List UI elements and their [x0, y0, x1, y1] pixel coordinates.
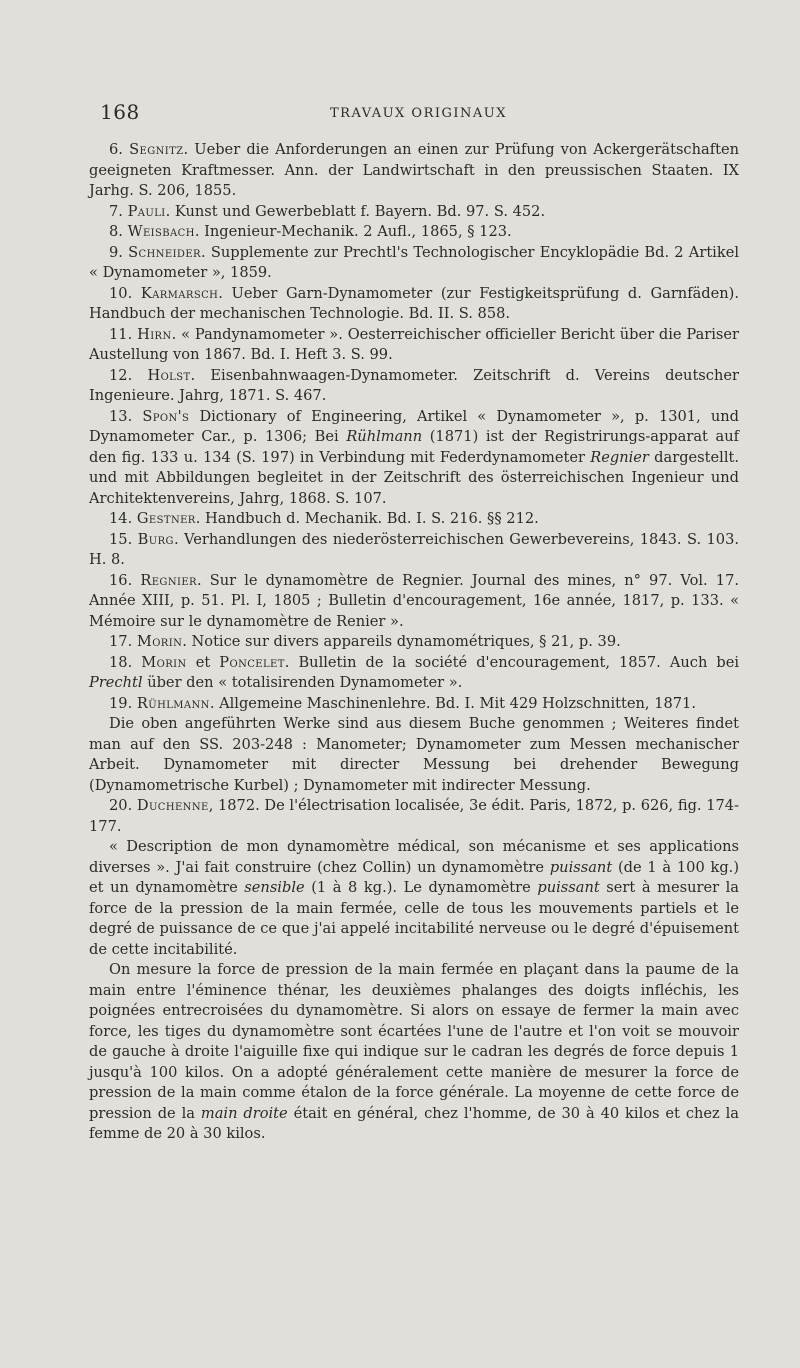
paragraph-description: « Description de mon dynamomètre médical, son mécanisme et ses applications diverses ». J'ai fait construire (chez Collin) un dynamomètre puissant (de 1 à 100 kg.) et un dynamomètre sensible (1 à 8 kg.). Le dynamomètre puissant sert à mesurer la force de la pression de la main fermée, celle de tous les mouvements partiels et le degré de puissance de ce que j'ai appelé incitabilité nerveuse ou le degré d'épuisement de cette incitabilité. [89, 838, 740, 958]
reference-author: Karmarsch [140, 284, 219, 302]
reference-item: 7. Pauli. Kunst und Gewerbeblatt f. Bayern. Bd. 97. S. 452. [109, 202, 546, 220]
reference-author: Regnier [140, 571, 197, 589]
body-text [89, 140, 739, 1145]
reference-author: Schneider [128, 243, 201, 261]
running-head [100, 100, 720, 130]
reference-item: 11. Hirn. « Pandynamometer ». Oesterreichischer officieller Bericht über die Pariser Austellung von 1867. Bd. I. Heft 3. S. 99. [89, 325, 740, 363]
reference-item: 20. Duchenne, 1872. De l'électrisation localisée, 3e édit. Paris, 1872, p. 626, fig. 174-177. [89, 797, 739, 835]
page-number: 168 [100, 100, 140, 124]
running-title: TRAVAUX ORIGINAUX [330, 106, 508, 121]
reference-item: 13. Spon's Dictionary of Engineering, Artikel « Dynamometer », p. 1301, und Dynamometer Car., p. 1306; Bei Rühlmann (1871) ist der Registrirungs-apparat auf den fig. 133 u. 134 (S. 197) in Verbindung mit Federdynamometer Regnier dargestellt. und mit Abbildungen begleitet in der Zeitschrift des österreichischen Ingenieur und Architektenvereins, Jahrg, 1868. S. 107. [89, 407, 740, 507]
italic-name: Prechtl [89, 674, 143, 691]
reference-item: 8. Weisbach. Ingenieur-Mechanik. 2 Aufl., 1865, § 123. [109, 223, 512, 240]
paragraph-sources: Die oben angeführten Werke sind aus diesem Buche genommen ; Weiteres findet man auf den SS. 203-248 : Manometer; Dynamometer zum Messen mechanischer Arbeit. Dynamometer mit directer Messung bei drehender Bewegung (Dynamometrische Kurbel) ; Dynamometer mit indirecter Messung. [89, 715, 739, 794]
reference-item: 6. Segnitz. Ueber die Anforderungen an einen zur Prüfung von Ackergerätschaften geeigneten Kraftmesser. Ann. der Landwirtschaft in den preussischen Staaten. IX Jarhg. S. 206, 1855. [89, 141, 740, 199]
reference-author: Weisbach [127, 223, 195, 240]
reference-author: Morin [141, 653, 187, 671]
italic-term: main droite [200, 1104, 288, 1122]
reference-item: 9. Schneider. Supplemente zur Prechtl's Technologischer Encyklopädie Bd. 2 Artikel « Dynamometer », 1859. [89, 243, 739, 281]
italic-term: puissant [537, 879, 600, 896]
reference-item: 12. Holst. Eisenbahnwaagen-Dynamometer. Zeitschrift d. Vereins deutscher Ingenieure. Jahrg, 1871. S. 467. [89, 366, 739, 404]
reference-author: Poncelet [219, 653, 285, 671]
reference-author: Segnitz [129, 141, 184, 158]
reference-item: 16. Regnier. Sur le dynamomètre de Regnier. Journal des mines, n° 97. Vol. 17. Année XIII, p. 51. Pl. I, 1805 ; Bulletin d'encouragement, 16e année, 1817, p. 133. « Mémoire sur le dynamomètre de Renier ». [89, 571, 739, 630]
reference-author: Gestner [136, 510, 196, 527]
reference-author: Rühlmann [136, 694, 210, 712]
reference-author: Holst [147, 366, 191, 384]
reference-item: 17. Morin. Notice sur divers appareils dynamométriques, § 21, p. 39. [109, 633, 621, 650]
reference-item: 19. Rühlmann. Allgemeine Maschinenlehre. Bd. I. Mit 429 Holzschnitten, 1871. [109, 694, 696, 712]
reference-author: Duchenne [136, 797, 209, 814]
paragraph-measure: On mesure la force de pression de la main fermée en plaçant dans la paume de la main entre l'éminence thénar, les deuxièmes phalanges des doigts infléchis, les poignées entrecroisées du dynamomètre. Si alors on essaye de fermer la main avec force, les tiges du dynamomètre sont écartées l'une de l'autre et l'on voit se mouvoir de gauche à droite l'aiguille fixe qui indique sur le cadran les degrés de force depuis 1 jusqu'à 100 kilos. On a adopté généralement cette manière de mesurer la force de pression de la main comme étalon de la force générale. La moyenne de cette force de pression de la main droite était en général, chez l'homme, de 30 à 40 kilos et chez la femme de 20 à 30 kilos. [89, 961, 740, 1142]
italic-term: puissant [549, 858, 613, 876]
reference-author: Morin [136, 633, 183, 650]
italic-name: Rühlmann [346, 428, 423, 445]
reference-item: 15. Burg. Verhandlungen des niederösterreichischen Gewerbevereins, 1843. S. 103. H. 8. [89, 530, 740, 568]
reference-author: Spon's [142, 407, 190, 425]
reference-author: Burg [137, 530, 174, 548]
italic-name: Regnier [590, 448, 649, 466]
reference-item: 18. Morin et Poncelet. Bulletin de la société d'encouragement, 1857. Auch bei Prechtl über den « totalisirenden Dynamometer ». [89, 653, 740, 691]
reference-author: Hirn [137, 325, 172, 343]
italic-term: sensible [244, 879, 305, 896]
reference-item: 14. Gestner. Handbuch d. Mechanik. Bd. I. S. 216. §§ 212. [109, 510, 539, 527]
reference-item: 10. Karmarsch. Ueber Garn-Dynamometer (zur Festigkeitsprüfung d. Garnfäden). Handbuch der mechanischen Technologie. Bd. II. S. 858. [89, 284, 740, 322]
reference-author: Pauli [127, 202, 166, 220]
